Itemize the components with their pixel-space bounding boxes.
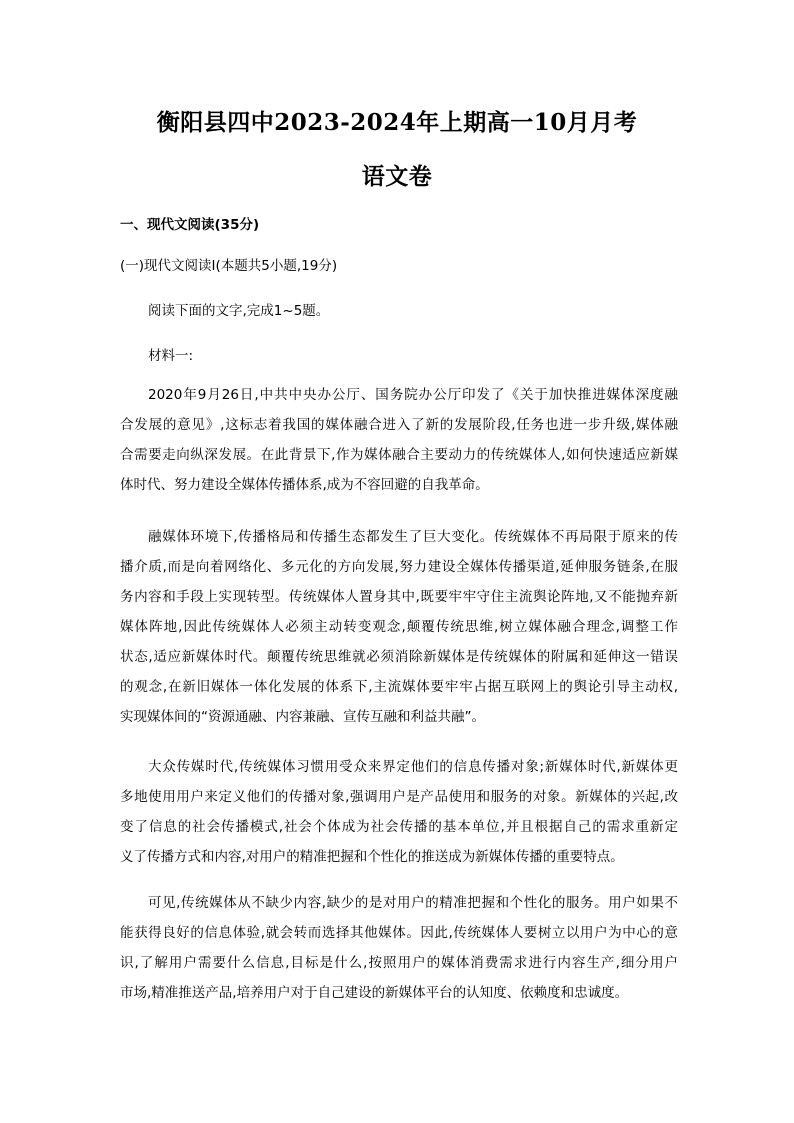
exam-subject-title: 语文卷 [361,163,433,190]
section-heading: 一、现代文阅读(35分) [120,217,260,233]
paragraph-2 [120,522,678,732]
paragraph-line: 播介质,而是向着网络化、多元化的方向发展,努力建设全媒体传播渠道,延伸服务链条,在服 [120,559,678,575]
paragraph-line: 义了传播方式和内容,对用户的精准把握和个性化的推送成为新媒体传播的重要特点。 [120,849,624,865]
paragraph-line: 多地使用用户来定义他们的传播对象,强调用户是产品使用和服务的对象。新媒体的兴起,改 [120,789,678,805]
subsection-heading: (一)现代文阅读Ⅰ(本题共5小题,19分) [120,258,338,274]
paragraph-3 [120,752,678,872]
paragraph-4 [120,888,678,1008]
paragraph-line: 合发展的意见》,这标志着我国的媒体融合进入了新的发展阶段,任务也进一步升级,媒体融 [120,417,678,433]
paragraph-line: 识,了解用户需要什么信息,目标是什么,按照用户的媒体消费需求进行内容生产,细分用户 [120,955,678,971]
paragraph-1 [120,380,678,500]
paragraph-line: 务内容和手段上实现转型。传统媒体人置身其中,既要牢牢守住主流舆论阵地,又不能抛弃新 [120,589,678,605]
paragraph-line: 融媒体环境下,传播格局和传播生态都发生了巨大变化。传统媒体不再局限于原来的传 [148,529,678,545]
paragraph-line: 能获得良好的信息体验,就会转而选择其他媒体。因此,传统媒体人要树立以用户为中心的意 [120,925,678,941]
paragraph-line: 媒体阵地,因此传统媒体人必须主动转变观念,颠覆传统思维,树立媒体融合理念,调整工作 [120,619,678,635]
paragraph-line: 合需要走向纵深发展。在此背景下,作为媒体融合主要动力的传统媒体人,如何快速适应新媒 [120,447,678,463]
exam-title: 衡阳县四中2023-2024年上期高一10月月考 [156,109,638,136]
paragraph-line: 实现媒体间的“资源通融、内容兼融、宣传互融和利益共融”。 [120,709,485,725]
material-label: 材料一: [148,348,194,364]
paragraph-line: 市场,精准推送产品,培养用户对于自己建设的新媒体平台的认知度、依赖度和忠诚度。 [120,985,629,1001]
paragraph-line: 状态,适应新媒体时代。颠覆传统思维就必须消除新媒体是传统媒体的附属和延伸这一错误 [120,649,678,665]
reading-instruction: 阅读下面的文字,完成1~5题。 [148,303,330,319]
paragraph-line: 变了信息的社会传播模式,社会个体成为社会传播的基本单位,并且根据自己的需求重新定 [120,819,678,835]
paragraph-line: 2020年9月26日,中共中央办公厅、国务院办公厅印发了《关于加快推进媒体深度融 [148,387,678,403]
paragraph-line: 可见,传统媒体从不缺少内容,缺少的是对用户的精准把握和个性化的服务。用户如果不 [148,895,678,911]
paragraph-line: 体时代、努力建设全媒体传播体系,成为不容回避的自我革命。 [120,477,489,493]
paragraph-line: 的观念,在新旧媒体一体化发展的体系下,主流媒体要牢牢占据互联网上的舆论引导主动权, [120,679,678,695]
paragraph-line: 大众传媒时代,传统媒体习惯用受众来界定他们的信息传播对象;新媒体时代,新媒体更 [148,759,678,775]
